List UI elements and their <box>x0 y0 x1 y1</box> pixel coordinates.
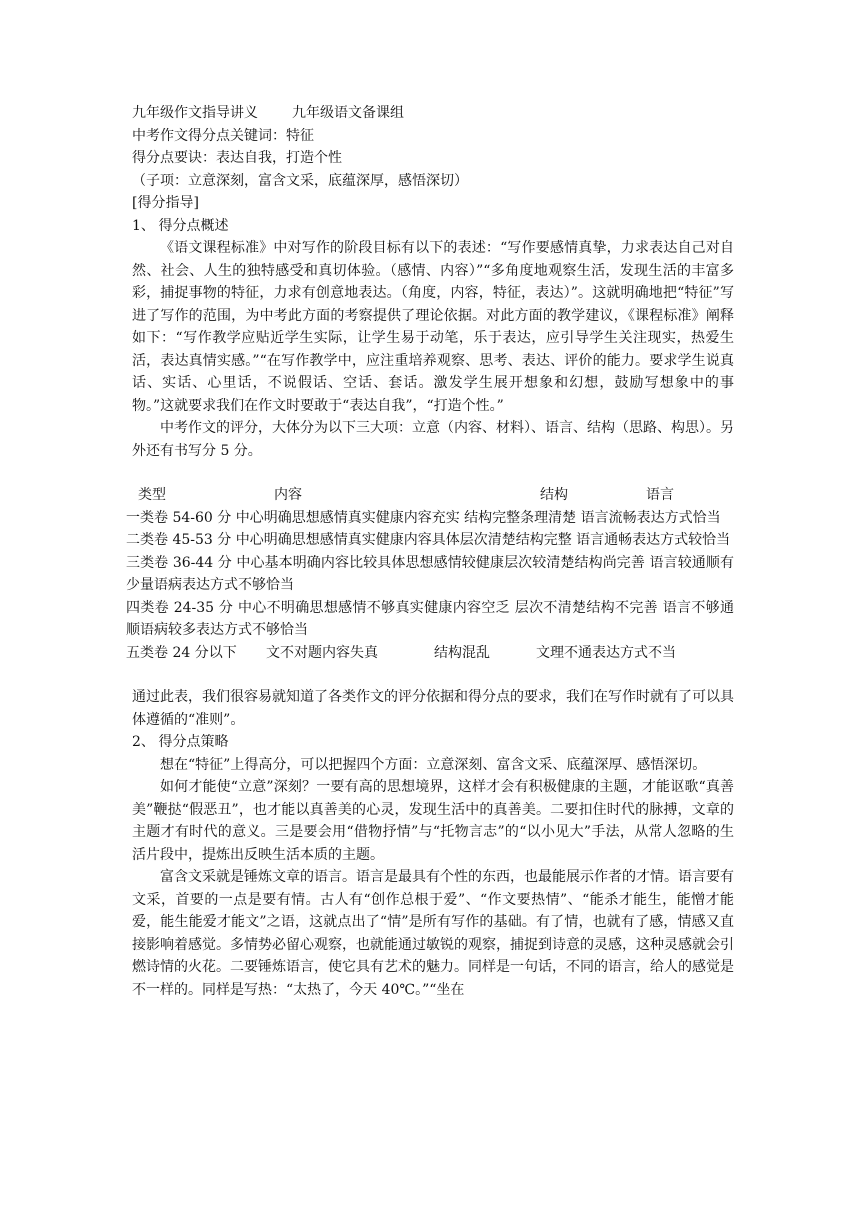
table-row <box>126 642 734 665</box>
table-row: 二类卷 45-53 分 中心明确思想感情真实健康内容具体层次清楚结构完整 语言通畅表达方式较恰当 <box>126 532 731 548</box>
last-row-content: 文不对题内容失真 <box>266 644 378 661</box>
guide-heading: [得分指导] <box>132 195 199 211</box>
subitems-line: （子项：立意深刻，富含文采，底蕴深厚，感悟深切） <box>132 172 468 189</box>
section1-number: 1、 <box>132 217 155 234</box>
scoring-table-header <box>126 484 734 507</box>
last-row-type: 五类卷 24 分以下 <box>126 644 237 661</box>
section2-paragraph-2: 如何才能使“立意”深刻？一要有高的思想境界，这样才会有积极健康的主题，才能讴歌“真善美”鞭挞“假恶丑”，也才能以真善美的心灵，发现生活中的真善美。二要扣住时代的脉搏，文章的主题才有时代的意义。三是要会用“借物抒情”与“托物言志”的“以小见大”手法，从常人忽略的生活片段中，提炼出反映生活本质的主题。 <box>132 779 734 863</box>
document-title: 九年级作文指导讲义 <box>132 105 258 121</box>
section2-title: 得分点策略 <box>158 734 229 750</box>
header-language: 语言 <box>646 487 674 503</box>
header-content: 内容 <box>274 487 302 503</box>
last-row-structure: 结构混乱 <box>434 644 490 661</box>
section2-paragraph-3: 富含文采就是锤炼文章的语言。语言是最具有个性的东西，也最能展示作者的才情。语言要有文采，首要的一点是要有情。古人有“创作总根于爱”、“作文要热情”、“能杀才能生，能憎才能爱，能生能爱才能文”之语，这就点出了“情”是所有写作的基础。有了情，也就有了感，情感又直接影响着感觉。多情势必留心观察，也就能通过敏锐的观察，捕捉到诗意的灵感，这种灵感就会引燃诗情的火花。二要锤炼语言，使它具有艺术的魅力。同样是一句话，不同的语言，给人的感觉是不一样的。同样是写热：“太热了，今天 40℃。”“坐在 <box>132 869 734 998</box>
spacer <box>132 462 734 484</box>
header-type: 类型 <box>138 487 166 503</box>
table-row: 四类卷 24-35 分 中心不明确思想感情不够真实健康内容空乏 层次不清楚结构不完善 语言不够通顺语病较多表达方式不够恰当 <box>126 599 734 638</box>
keyword-line: 中考作文得分点关键词：特征 <box>132 127 314 144</box>
section1-paragraph-1: 《语文课程标准》中对写作的阶段目标有以下的表述：“写作要感情真挚，力求表达自己对自然、社会、人生的独特感受和真切体验。（感情、内容）”“多角度地观察生活，发现生活的丰富多彩，捕捉事物的特征，力求有创意地表达。（角度，内容，特征，表达）”。这就明确地把“特征”写进了写作的范围，为中考此方面的考察提供了理论依据。对此方面的教学建议，《课程标准》阐释如下：“写作教学应贴近学生实际，让学生易于动笔，乐于表达，应引导学生关注现实，热爱生活，表达真情实感。”“在写作教学中，应注重培养观察、思考、表达、评价的能力。要求学生说真话、实话、心里话，不说假话、空话、套话。激发学生展开想象和幻想，鼓励写想象中的事物。”这就要求我们在作文时要敢于“表达自我”，“打造个性。” <box>132 240 734 414</box>
section1-heading <box>132 215 734 238</box>
document-header <box>132 102 734 125</box>
table-row: 一类卷 54-60 分 中心明确思想感情真实健康内容充实 结构完整条理清楚 语言流畅表达方式恰当 <box>126 509 721 526</box>
tip-line: 得分点要诀：表达自我，打造个性 <box>132 150 342 166</box>
spacer <box>132 664 734 686</box>
after-table-paragraph: 通过此表，我们很容易就知道了各类作文的评分依据和得分点的要求，我们在写作时就有了可以具体遵循的“准则”。 <box>132 689 734 728</box>
section1-title: 得分点概述 <box>158 217 229 234</box>
header-structure: 结构 <box>540 487 568 503</box>
last-row-language: 文理不通表达方式不当 <box>536 644 676 661</box>
section2-paragraph-1: 想在“特征”上得高分，可以把握四个方面：立意深刻、富含文采、底蕴深厚、感悟深切。 <box>160 756 707 773</box>
section1-paragraph-2: 中考作文的评分，大体分为以下三大项：立意（内容、材料）、语言、结构（思路、构思）。另外还有书写分 5 分。 <box>132 420 734 459</box>
table-row: 三类卷 36-44 分 中心基本明确内容比较具体思想感情较健康层次较清楚结构尚完善 语言较通顺有少量语病表达方式不够恰当 <box>126 554 734 593</box>
author-group: 九年级语文备课组 <box>292 105 404 121</box>
scoring-table <box>126 484 734 664</box>
section2-number: 2、 <box>132 734 155 750</box>
section2-heading <box>132 731 734 754</box>
